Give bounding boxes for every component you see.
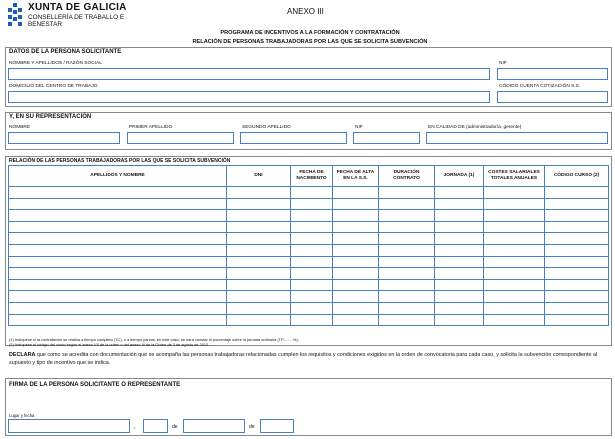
workers-section-title: RELACIÓN DE LAS PERSONAS TRABAJADORAS POR LAS QUE SE SOLICITA SUBVENCIÓN	[9, 158, 231, 164]
comma-separator: ,	[134, 424, 136, 430]
table-cell[interactable]	[379, 256, 435, 268]
table-cell[interactable]	[227, 210, 291, 222]
col-header-contract-duration: DURACIÓN CONTRATO	[379, 166, 435, 187]
rep-nif-label: NIF	[355, 125, 363, 130]
workplace-address-label: DOMICILIO DEL CENTRO DE TRABAJO	[9, 84, 98, 89]
rep-second-surname-label: SEGUNDO APELLIDO	[242, 125, 291, 130]
footnote-2: (2) Indíquese el código del curso según el anexo VII de la orden o del anexo III de la Orden de 3 de agosto de 2012.	[9, 342, 210, 347]
col-header-ss-date: FECHA DE ALTA EN LA S.S.	[333, 166, 379, 187]
signature-section-title: FIRMA DE LA PERSONA SOLICITANTE O REPRESENTANTE	[9, 382, 181, 388]
table-cell[interactable]	[9, 221, 227, 233]
table-cell[interactable]	[545, 268, 609, 280]
table-cell[interactable]	[379, 268, 435, 280]
table-cell[interactable]	[9, 210, 227, 222]
table-cell[interactable]	[545, 256, 609, 268]
rep-first-surname-field[interactable]	[127, 132, 234, 144]
col-header-salary-costs: COSTES SALARIALES TOTALES ANUALES	[484, 166, 545, 187]
table-cell[interactable]	[291, 268, 333, 280]
table-cell[interactable]	[379, 198, 435, 210]
table-cell[interactable]	[545, 314, 609, 326]
applicant-nif-label: NIF	[499, 61, 507, 66]
declaration-keyword: DECLARA	[9, 352, 36, 358]
table-cell[interactable]	[379, 221, 435, 233]
table-cell[interactable]	[484, 210, 545, 222]
representative-section-title: Y, EN SU REPRESENTACIÓN	[9, 114, 92, 120]
table-cell[interactable]	[545, 291, 609, 303]
brand-title: XUNTA DE GALICIA	[28, 2, 127, 13]
table-row	[9, 302, 609, 314]
table-cell[interactable]	[484, 268, 545, 280]
table-cell[interactable]	[379, 314, 435, 326]
table-cell[interactable]	[435, 279, 484, 291]
applicant-name-field[interactable]	[8, 68, 490, 80]
table-cell[interactable]	[545, 233, 609, 245]
ss-code-label: CÓDIGO CUENTA COTIZACIÓN S.S.	[499, 84, 581, 89]
table-cell[interactable]	[227, 233, 291, 245]
table-cell[interactable]	[333, 256, 379, 268]
table-cell[interactable]	[9, 279, 227, 291]
table-cell[interactable]	[379, 244, 435, 256]
table-cell[interactable]	[333, 244, 379, 256]
table-row	[9, 291, 609, 303]
table-cell[interactable]	[227, 314, 291, 326]
table-cell[interactable]	[435, 256, 484, 268]
workplace-address-field[interactable]	[8, 91, 490, 103]
table-cell[interactable]	[545, 210, 609, 222]
table-cell[interactable]	[379, 302, 435, 314]
col-header-name: APELLIDOS Y NOMBRE	[9, 166, 227, 187]
table-cell[interactable]	[291, 187, 333, 199]
rep-first-surname-label: PRIMER APELLIDO	[129, 125, 173, 130]
table-cell[interactable]	[291, 256, 333, 268]
rep-name-field[interactable]	[8, 132, 120, 144]
table-cell[interactable]	[545, 187, 609, 199]
table-cell[interactable]	[484, 233, 545, 245]
table-cell[interactable]	[484, 302, 545, 314]
applicant-name-label: NOMBRE Y APELLIDOS / RAZÓN SOCIAL	[9, 61, 102, 66]
table-cell[interactable]	[484, 256, 545, 268]
table-cell[interactable]	[291, 233, 333, 245]
rep-name-label: NOMBRE	[9, 125, 31, 130]
table-cell[interactable]	[435, 198, 484, 210]
applicant-nif-field[interactable]	[497, 68, 608, 80]
table-cell[interactable]	[291, 198, 333, 210]
table-cell[interactable]	[545, 279, 609, 291]
year-field[interactable]	[260, 419, 294, 433]
table-row	[9, 256, 609, 268]
col-header-dni: DNI	[227, 166, 291, 187]
table-cell[interactable]	[484, 244, 545, 256]
table-cell[interactable]	[291, 302, 333, 314]
table-cell[interactable]	[227, 187, 291, 199]
table-row	[9, 198, 609, 210]
table-row	[9, 268, 609, 280]
representative-section	[5, 112, 612, 150]
workers-table-body	[9, 187, 609, 326]
table-cell[interactable]	[9, 302, 227, 314]
workers-table	[8, 165, 609, 326]
table-cell[interactable]	[227, 256, 291, 268]
xunta-shield-icon	[6, 2, 24, 28]
table-cell[interactable]	[379, 279, 435, 291]
declaration-body: que como se acredita con documentación que se acompaña las personas trabajadoras relacionadas cumplen los requisitos y condiciones exigidos en la orden de convocatoria para cada caso, y solicita la subvención correspondiente al supuesto y tipo de incentivo que se indica.	[9, 352, 598, 366]
table-cell[interactable]	[545, 198, 609, 210]
table-cell[interactable]	[435, 210, 484, 222]
table-cell[interactable]	[333, 291, 379, 303]
table-cell[interactable]	[484, 291, 545, 303]
table-row	[9, 244, 609, 256]
table-cell[interactable]	[227, 291, 291, 303]
day-field[interactable]	[143, 419, 168, 433]
table-cell[interactable]	[291, 291, 333, 303]
brand-subtitle: CONSELLERÍA DE TRABALLO E BENESTAR	[28, 14, 125, 28]
table-cell[interactable]	[545, 221, 609, 233]
de-separator-1: de	[172, 424, 178, 430]
table-cell[interactable]	[9, 291, 227, 303]
table-row	[9, 210, 609, 222]
annex-label: ANEXO III	[287, 7, 324, 16]
table-cell[interactable]	[435, 314, 484, 326]
table-cell[interactable]	[291, 244, 333, 256]
table-cell[interactable]	[227, 268, 291, 280]
table-cell[interactable]	[9, 187, 227, 199]
table-cell[interactable]	[291, 210, 333, 222]
table-cell[interactable]	[333, 279, 379, 291]
table-cell[interactable]	[545, 244, 609, 256]
table-cell[interactable]	[9, 256, 227, 268]
rep-capacity-field[interactable]	[426, 132, 608, 144]
table-cell[interactable]	[484, 279, 545, 291]
table-cell[interactable]	[227, 279, 291, 291]
table-cell[interactable]	[484, 314, 545, 326]
rep-second-surname-field[interactable]	[240, 132, 347, 144]
place-field[interactable]	[8, 419, 130, 433]
table-row	[9, 279, 609, 291]
table-cell[interactable]	[333, 314, 379, 326]
table-cell[interactable]	[435, 244, 484, 256]
table-cell[interactable]	[227, 244, 291, 256]
table-cell[interactable]	[435, 268, 484, 280]
ss-code-field[interactable]	[497, 91, 608, 103]
declaration-text	[9, 351, 607, 367]
table-cell[interactable]	[333, 302, 379, 314]
table-cell[interactable]	[291, 279, 333, 291]
table-cell[interactable]	[484, 187, 545, 199]
rep-nif-field[interactable]	[353, 132, 420, 144]
col-header-course-code: CÓDIGO CURSO (2)	[545, 166, 609, 187]
table-cell[interactable]	[379, 291, 435, 303]
table-row	[9, 314, 609, 326]
table-cell[interactable]	[227, 302, 291, 314]
table-cell[interactable]	[435, 221, 484, 233]
table-cell[interactable]	[291, 221, 333, 233]
table-cell[interactable]	[9, 314, 227, 326]
table-cell[interactable]	[333, 233, 379, 245]
table-cell[interactable]	[333, 210, 379, 222]
de-separator-2: de	[249, 424, 255, 430]
table-cell[interactable]	[379, 233, 435, 245]
table-cell[interactable]	[484, 198, 545, 210]
table-cell[interactable]	[333, 187, 379, 199]
table-cell[interactable]	[291, 314, 333, 326]
table-row	[9, 233, 609, 245]
table-cell[interactable]	[227, 198, 291, 210]
table-cell[interactable]	[435, 291, 484, 303]
workers-table-header	[9, 166, 609, 187]
table-cell[interactable]	[333, 221, 379, 233]
document-subtitle: RELACIÓN DE PERSONAS TRABAJADORAS POR LAS QUE SE SOLICITA SUBVENCIÓN	[192, 39, 428, 45]
table-cell[interactable]	[9, 268, 227, 280]
applicant-section-title: DATOS DE LA PERSONA SOLICITANTE	[9, 49, 122, 55]
document-title: PROGRAMA DE INCENTIVOS A LA FORMACIÓN Y CONTRATACIÓN	[220, 30, 400, 36]
table-cell[interactable]	[379, 187, 435, 199]
table-cell[interactable]	[9, 233, 227, 245]
table-cell[interactable]	[227, 221, 291, 233]
table-cell[interactable]	[333, 268, 379, 280]
table-cell[interactable]	[333, 198, 379, 210]
table-row	[9, 187, 609, 199]
table-cell[interactable]	[435, 187, 484, 199]
table-cell[interactable]	[379, 210, 435, 222]
month-field[interactable]	[183, 419, 245, 433]
table-cell[interactable]	[435, 302, 484, 314]
table-row	[9, 221, 609, 233]
rep-capacity-label: EN CALIDAD DE (administrador/a, gerente)	[428, 125, 522, 130]
table-cell[interactable]	[435, 233, 484, 245]
table-cell[interactable]	[545, 302, 609, 314]
table-cell[interactable]	[484, 221, 545, 233]
xunta-logo	[6, 2, 156, 30]
footnote-1: (1) Indíquese si la contratación se realiza a tiempo completo (TC), o a tiempo parcial; en este caso, se hará constar el porcentaje sobre la jornada ordinaria (TP.........%).	[9, 337, 299, 342]
place-date-label: Lugar y fecha	[9, 413, 35, 418]
col-header-birth-date: FECHA DE NACIMIENTO	[291, 166, 333, 187]
table-cell[interactable]	[9, 198, 227, 210]
col-header-working-hours: JORNADA (1)	[435, 166, 484, 187]
table-cell[interactable]	[9, 244, 227, 256]
